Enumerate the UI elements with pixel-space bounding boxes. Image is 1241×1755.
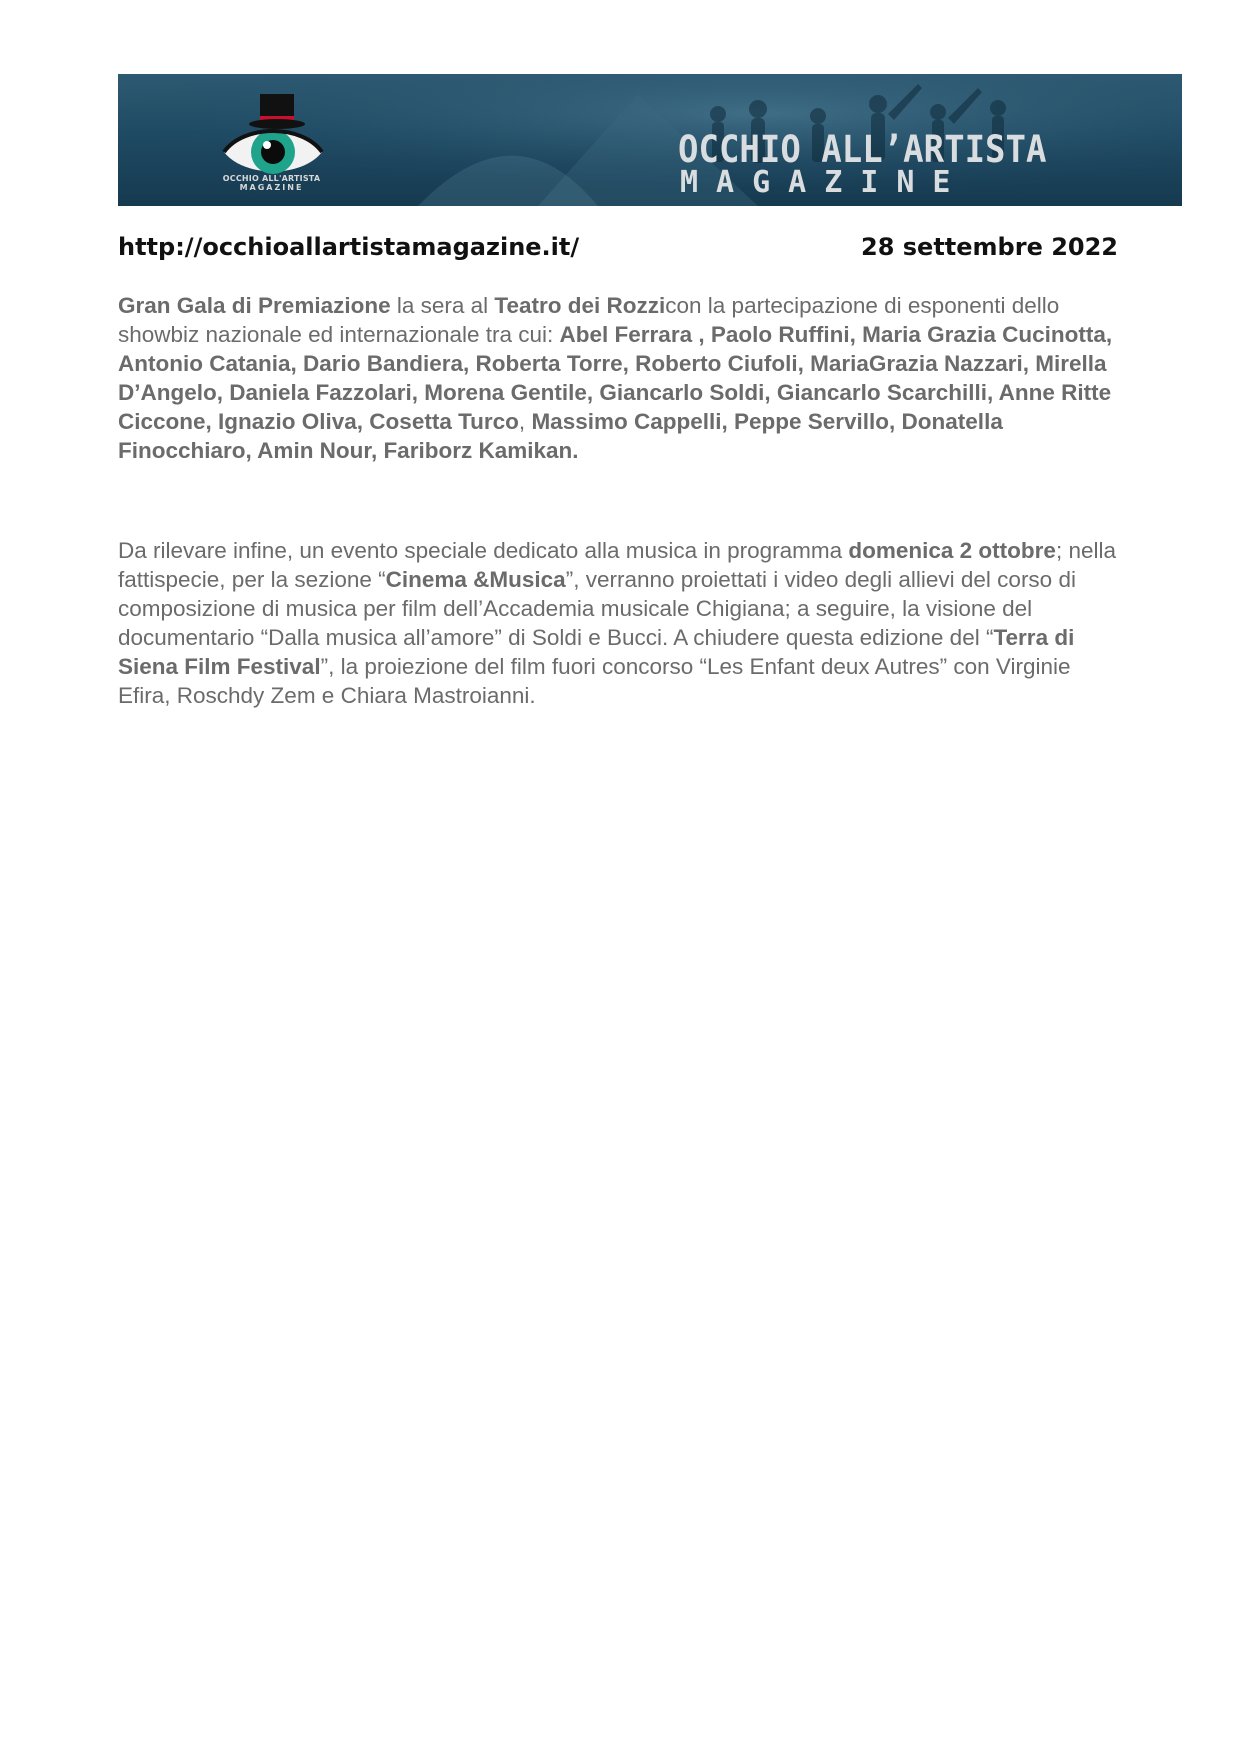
brand-subtitle: MAGAZINE: [680, 165, 969, 200]
source-url: http://occhioallartistamagazine.it/: [118, 233, 580, 261]
venue-name: Teatro dei Rozzi: [494, 293, 666, 318]
publication-date: 28 settembre 2022: [861, 233, 1118, 261]
article-paragraph-1: [118, 291, 1128, 465]
text-run: ; nella fattispecie, per la sezione “: [118, 538, 1116, 592]
brand-title: OCCHIO ALL’ARTISTA: [678, 127, 1047, 172]
event-date: domenica 2 ottobre: [848, 538, 1056, 563]
logo-caption: [214, 174, 329, 192]
festival-name: Terra di Siena Film Festival: [118, 625, 1075, 679]
magazine-banner: [118, 74, 1182, 206]
logo-caption-line2: MAGAZINE: [239, 183, 304, 192]
eye-with-top-hat-icon: [218, 90, 328, 180]
event-name: Gran Gala di Premiazione: [118, 293, 391, 318]
source-line: [118, 233, 1118, 267]
text-run: ”, la proiezione del film fuori concorso “Les Enfant deux Autres” con Virginie Efira, Roschdy Zem e Chiara Mastroianni.: [118, 654, 1071, 708]
text-run: la sera al: [390, 293, 495, 318]
guest-list-continued: Massimo Cappelli, Peppe Servillo, Donatella Finocchiaro, Amin Nour, Fariborz Kamikan.: [118, 409, 1003, 463]
section-name: Cinema &Musica: [385, 567, 566, 592]
article-paragraph-2: [118, 536, 1128, 710]
text-run: ”, verranno proiettati i video degli allievi del corso di composizione di musica per film dell’Accademia musicale Chigiana; a seguire, la visione del documentario “Dalla musica all’amore” di Soldi e Bucci. A chiudere questa edizione del “: [118, 567, 1076, 650]
brand-wordmark: [678, 127, 1068, 200]
text-run: ,: [518, 409, 532, 434]
guest-list: Abel Ferrara , Paolo Ruffini, Maria Grazia Cucinotta, Antonio Catania, Dario Bandiera, Roberta Torre, Roberto Ciufoli, MariaGrazia Nazzari, Mirella D’Angelo, Daniela Fazzolari, Morena Gentile, Giancarlo Soldi, Giancarlo Scarchilli, Anne Ritte Ciccone, Ignazio Oliva, Cosetta Turco: [118, 322, 1113, 434]
text-run: con la partecipazione di esponenti dello showbiz nazionale ed internazionale tra cui:: [118, 293, 1060, 347]
logo-caption-line1: OCCHIO ALL'ARTISTA: [222, 174, 321, 183]
text-run: Da rilevare infine, un evento speciale dedicato alla musica in programma: [118, 538, 849, 563]
